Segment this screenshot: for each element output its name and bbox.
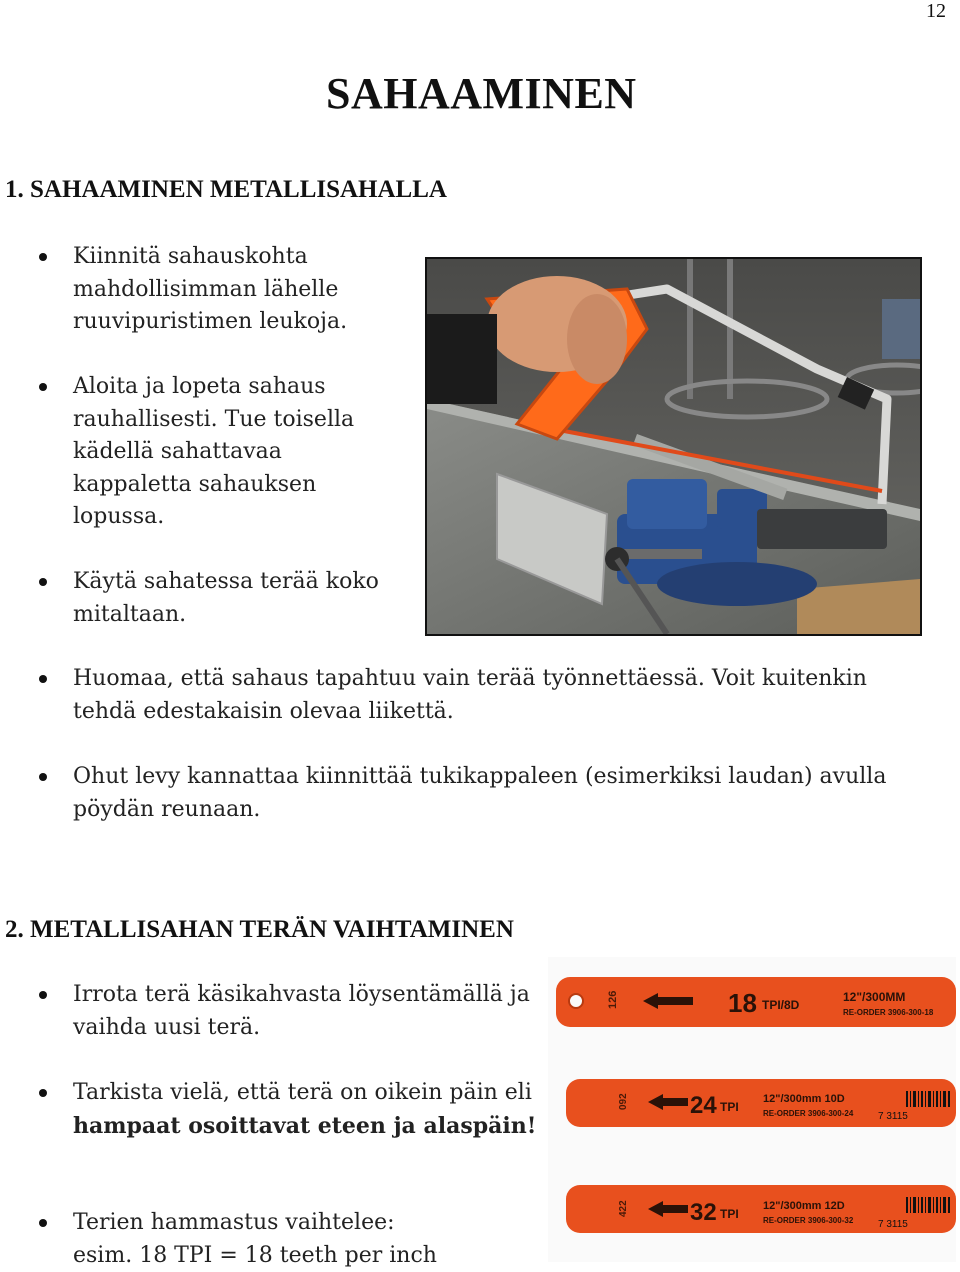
svg-text:12"/300mm 12D: 12"/300mm 12D [763, 1200, 845, 1212]
list-item: Käytä sahatessa terää koko mitaltaan. [73, 566, 403, 631]
svg-text:TPI/8D: TPI/8D [762, 998, 800, 1012]
svg-text:TPI: TPI [720, 1207, 739, 1221]
svg-text:TPI: TPI [720, 1100, 739, 1114]
blade-24tpi [566, 1079, 956, 1127]
list-item: Ohut levy kannattaa kiinnittää tukikappaleen (esimerkiksi laudan) avulla pöydän reunaan. [73, 761, 943, 826]
svg-text:RE-ORDER 3906-300-24: RE-ORDER 3906-300-24 [763, 1109, 854, 1118]
svg-text:12"/300mm 10D: 12"/300mm 10D [763, 1093, 845, 1105]
hacksaw-illustration [427, 259, 920, 634]
list-item: Aloita ja lopeta sahaus rauhallisesti. Tue toisella kädellä sahattavaa kappaletta sahauksen lopussa. [73, 371, 403, 534]
svg-text:32: 32 [690, 1199, 717, 1226]
list-item: Huomaa, että sahaus tapahtuu vain terää työnnettäessä. Voit kuitenkin tehdä edestakaisin olevaa liikettä. [73, 663, 933, 728]
svg-text:12"/300MM: 12"/300MM [843, 990, 906, 1004]
hacksaw-photo [425, 257, 922, 636]
emphasis-text: hampaat osoittavat eteen ja alaspäin! [73, 1112, 537, 1139]
section-heading-sawing: 1. SAHAAMINEN METALLISAHALLA [5, 176, 447, 203]
page-title: SAHAAMINEN [326, 69, 637, 118]
svg-text:126: 126 [607, 990, 619, 1009]
page-number: 12 [926, 0, 946, 22]
svg-text:18: 18 [728, 988, 757, 1018]
svg-text:7 3115: 7 3115 [878, 1219, 908, 1230]
section-heading-blade-change: 2. METALLISAHAN TERÄN VAIHTAMINEN [5, 916, 514, 943]
bullet-dot [39, 773, 47, 781]
bullet-dot [39, 383, 47, 391]
bullet-dot [39, 991, 47, 999]
list-item: Kiinnitä sahauskohta mahdollisimman lähelle ruuvipuristimen leukoja. [73, 241, 403, 339]
saw-blades-photo [548, 957, 956, 1262]
svg-text:RE-ORDER 3906-300-32: RE-ORDER 3906-300-32 [763, 1216, 854, 1225]
svg-text:7 3115: 7 3115 [878, 1111, 908, 1122]
list-item: Tarkista vielä, että terä on oikein päin eli hampaat osoittavat eteen ja alaspäin! [73, 1077, 543, 1143]
bullet-dot [39, 578, 47, 586]
bullet-dot [39, 253, 47, 261]
list-item: Terien hammastus vaihtelee: esim. 18 TPI = 18 teeth per inch [73, 1207, 543, 1272]
blade-32tpi [566, 1185, 956, 1233]
svg-text:24: 24 [690, 1092, 717, 1119]
bullet-dot [39, 1219, 47, 1227]
bullet-dot [39, 1089, 47, 1097]
svg-text:422: 422 [618, 1200, 629, 1217]
blade-18tpi [556, 977, 956, 1027]
svg-text:RE-ORDER 3906-300-18: RE-ORDER 3906-300-18 [843, 1008, 934, 1017]
saw-blades-illustration [548, 957, 956, 1262]
list-item: Irrota terä käsikahvasta löysentämällä ja vaihda uusi terä. [73, 979, 538, 1044]
bullet-dot [39, 675, 47, 683]
svg-text:092: 092 [618, 1093, 629, 1110]
